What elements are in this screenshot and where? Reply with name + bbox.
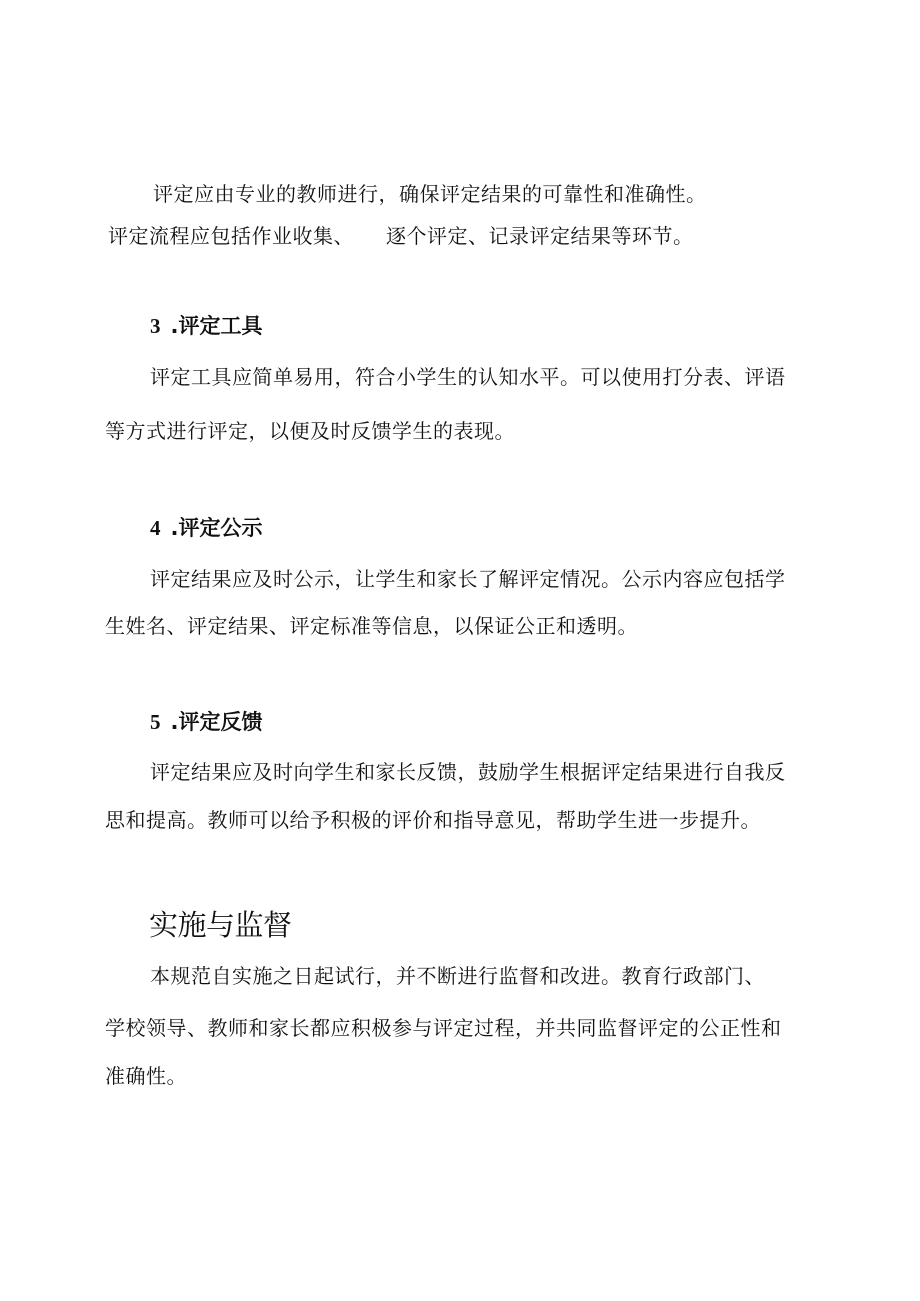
intro-line-2-part-a: 评定流程应包括作业收集、 (108, 224, 354, 248)
intro-line-1: 评定应由专业的教师进行，确保评定结果的可靠性和准确性。 (153, 182, 707, 206)
section-4-line-1: 评定结果应及时公示，让学生和家长了解评定情况。公示内容应包括学 (150, 567, 786, 591)
section-number: 5 (150, 710, 161, 734)
section-3-line-2: 等方式进行评定，以便及时反馈学生的表现。 (105, 419, 515, 443)
section-heading-3 (150, 312, 262, 340)
section-title: .评定反馈 (170, 710, 263, 734)
section-title: .评定工具 (170, 314, 263, 338)
section-heading-5 (150, 708, 262, 736)
implementation-line-3: 准确性。 (105, 1064, 187, 1088)
implementation-line-2: 学校领导、教师和家长都应积极参与评定过程，并共同监督评定的公正性和 (105, 1016, 782, 1040)
section-number: 4 (150, 516, 161, 540)
section-title: .评定公示 (170, 516, 263, 540)
implementation-title: 实施与监督 (149, 908, 292, 942)
section-5-line-2: 思和提高。教师可以给予积极的评价和指导意见，帮助学生进一步提升。 (105, 808, 761, 832)
section-number: 3 (150, 314, 161, 338)
intro-line-2 (108, 222, 694, 250)
section-3-line-1: 评定工具应简单易用，符合小学生的认知水平。可以使用打分表、评语 (150, 365, 786, 389)
section-5-line-1: 评定结果应及时向学生和家长反馈，鼓励学生根据评定结果进行自我反 (150, 760, 786, 784)
intro-line-2-part-b: 逐个评定、记录评定结果等环节。 (386, 224, 694, 248)
section-4-line-2: 生姓名、评定结果、评定标准等信息，以保证公正和透明。 (105, 614, 638, 638)
section-heading-4 (150, 514, 262, 542)
implementation-line-1: 本规范自实施之日起试行，并不断进行监督和改进。教育行政部门、 (150, 964, 765, 988)
